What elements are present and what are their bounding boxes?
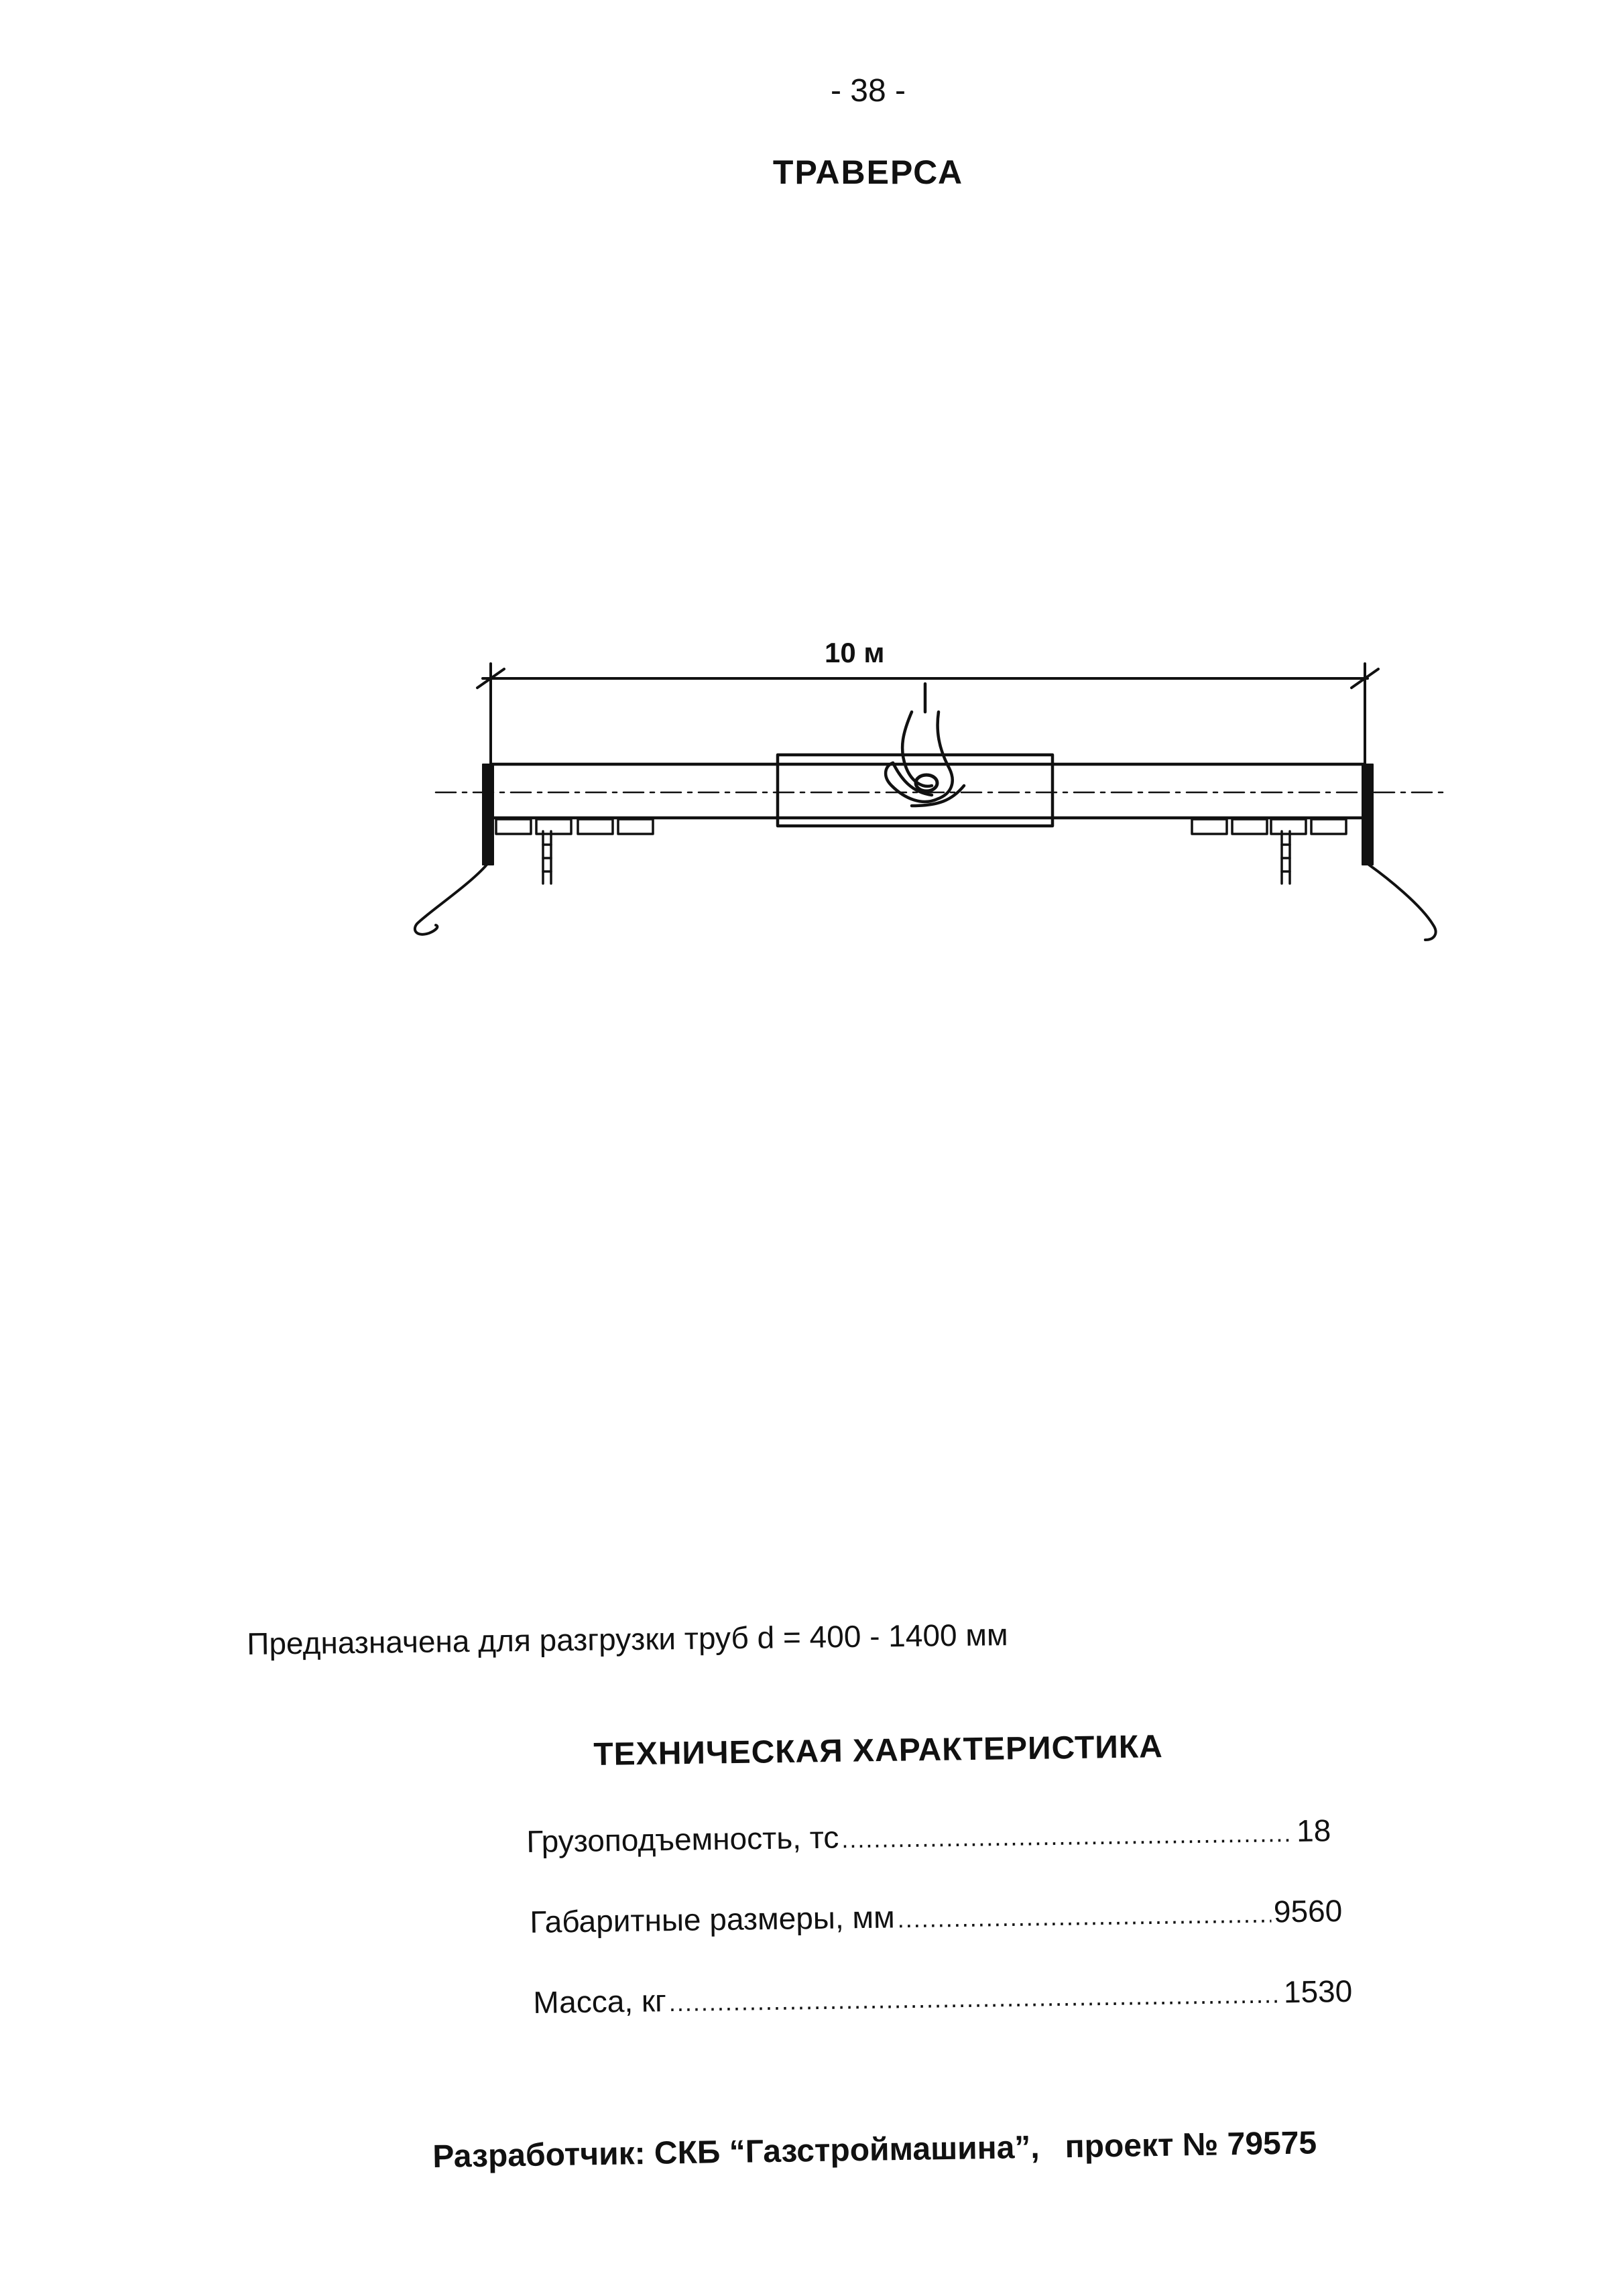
purpose-text: Предназначена для разгрузки труб d = 400 - 1400 мм xyxy=(247,1617,1008,1661)
post-left xyxy=(543,831,551,884)
clamps-left xyxy=(496,819,653,834)
gripper-left xyxy=(415,865,487,934)
post-right xyxy=(1282,831,1290,884)
spec-row-mass xyxy=(533,1973,1353,2025)
clamps-right xyxy=(1192,819,1346,834)
gripper-right xyxy=(1369,865,1436,940)
project-number: проект № 79575 xyxy=(1065,2125,1317,2165)
end-plate-right xyxy=(1362,764,1373,865)
end-plate-left xyxy=(483,764,493,865)
spec-label: Грузоподъемность, тс xyxy=(526,1819,839,1859)
spec-value: 18 xyxy=(1296,1813,1331,1848)
dot-leader xyxy=(669,1980,1282,2017)
dimension-label: 10 м xyxy=(825,637,885,668)
dot-leader xyxy=(841,1819,1294,1854)
spec-heading: ТЕХНИЧЕСКАЯ ХАРАКТЕРИСТИКА xyxy=(593,1729,1164,1772)
developer-line xyxy=(432,2124,1317,2175)
crane-hook xyxy=(886,684,964,806)
spec-row-dimensions xyxy=(530,1892,1343,1944)
dimension-line xyxy=(477,664,1378,764)
dot-leader xyxy=(897,1900,1271,1934)
page-number: - 38 - xyxy=(830,73,906,109)
page-title: ТРАВЕРСА xyxy=(772,154,964,191)
developer-name: Разработчик: СКБ “Газстроймашина”, xyxy=(432,2129,1040,2175)
spec-label: Габаритные размеры, мм xyxy=(530,1899,896,1939)
spec-value: 9560 xyxy=(1273,1893,1343,1929)
traverse-drawing xyxy=(402,630,1461,979)
spec-row-capacity xyxy=(526,1812,1331,1864)
spec-value: 1530 xyxy=(1283,1973,1353,2010)
spec-label: Масса, кг xyxy=(533,1983,667,2020)
